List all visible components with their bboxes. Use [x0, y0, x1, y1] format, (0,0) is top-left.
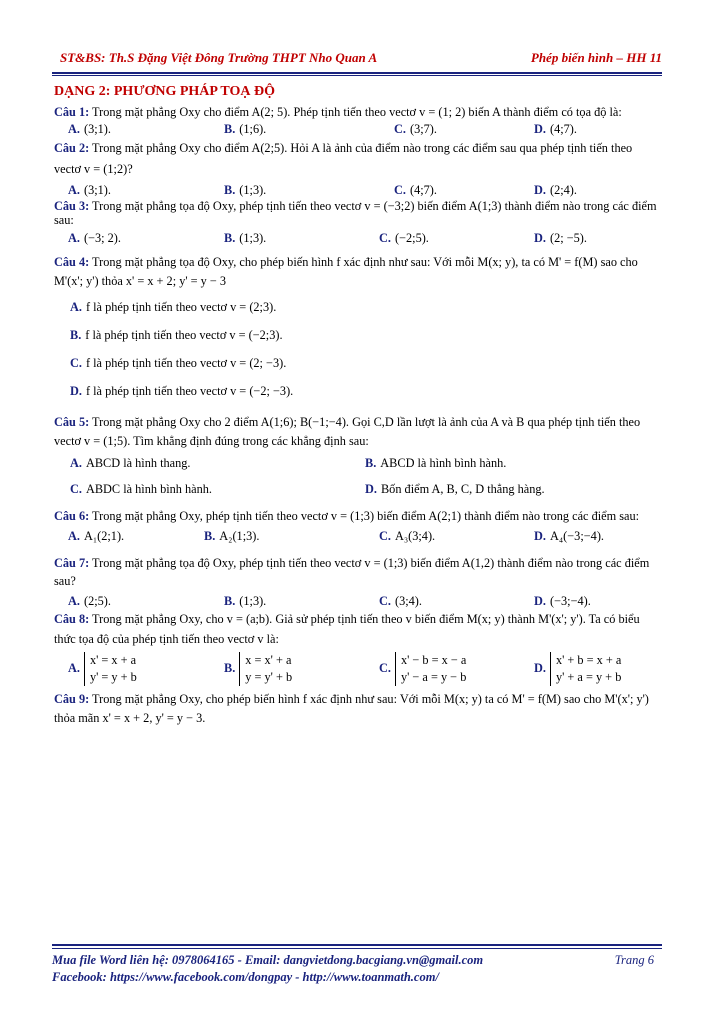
option-c[interactable]: C. ABDC là hình bình hành. [70, 482, 213, 497]
question-text: Trong mặt phẳng Oxy cho điểm A(2; 5). Phép tịnh tiến theo vectơ v = (1; 2) biến A thành điểm có tọa độ là: [92, 105, 622, 120]
options-row [54, 183, 660, 197]
option-c[interactable]: C. f là phép tịnh tiến theo vectơ v = (2; −3). [70, 356, 287, 371]
options-row [70, 482, 660, 496]
option-d[interactable]: D. f là phép tịnh tiến theo vectơ v = (−2; −3). [70, 384, 294, 399]
question-1 [54, 105, 660, 119]
question-text: Trong mặt phẳng Oxy, phép tịnh tiến theo vectơ v = (1;3) biến điểm A(2;1) thành điểm nào trong các điểm sau: [92, 509, 640, 524]
question-text: Trong mặt phẳng tọa độ Oxy, phép tịnh tiến theo vectơ v = (−3;2) biến điểm A(1;3) thành điểm nào trong các điểm sau: [54, 199, 657, 228]
header-rule [52, 72, 662, 74]
page-number: Trang 6 [614, 953, 654, 967]
option-d[interactable]: D. A₄(−3;−4). [534, 529, 604, 544]
question-3 [54, 199, 660, 227]
options-row [54, 594, 660, 608]
document-body [54, 84, 660, 732]
option-a[interactable]: A. (2;5). [68, 593, 111, 608]
question-label: Câu 4: [54, 254, 90, 269]
question-5 [54, 413, 660, 452]
question-label: Câu 6: [54, 509, 90, 524]
option-d[interactable]: D. Bốn điểm A, B, C, D thẳng hàng. [365, 482, 545, 497]
question-text: Trong mặt phẳng Oxy cho 2 điểm A(1;6); B(−1;−4). Gọi C,D lần lượt là ảnh của A và B qua phép tịnh tiến theo vectơ v = (1;5). Tìm khẳng định đúng trong các khẳng định sau: [54, 414, 641, 449]
equation-system: x = x' + a y = y' + b [239, 652, 292, 685]
option-d[interactable]: D. (2; −5). [534, 230, 587, 245]
options-row [54, 529, 660, 543]
header-rule-thin [52, 75, 662, 76]
option-a[interactable]: A. A₁(2;1). [68, 529, 125, 544]
option-c[interactable]: C. (4;7). [394, 183, 437, 198]
option-a[interactable]: A. (3;1). [68, 122, 111, 137]
equation-system: x' − b = x − a y' − a = y − b [395, 652, 466, 685]
option-b[interactable]: B. ABCD là hình bình hành. [365, 455, 507, 470]
options-row [70, 456, 660, 470]
question-text: Trong mặt phẳng Oxy, cho v = (a;b). Giả sử phép tịnh tiến theo v biến điểm M(x; y) thành M'(x'; y'). Ta có biểu thức tọa độ của phép tịnh tiến theo vectơ v là: [54, 612, 640, 646]
question-7 [54, 555, 660, 591]
equation-system: x' + b = x + a y' + a = y + b [550, 652, 621, 685]
section-title: DẠNG 2: PHƯƠNG PHÁP TOẠ ĐỘ [54, 84, 276, 99]
footer-links: Facebook: https://www.facebook.com/dongpay - http://www.toanmath.com/ [52, 969, 439, 984]
question-label: Câu 9: [54, 691, 90, 706]
option-a[interactable]: A. f là phép tịnh tiến theo vectơ v = (2;3). [70, 300, 277, 315]
question-text: Trong mặt phẳng tọa độ Oxy, cho phép biến hình f xác định như sau: Với mỗi M(x; y), ta có M' = f(M) sao cho M'(x'; y') thỏa x' = x + 2; y' = y − 3 [54, 254, 638, 289]
question-text: Trong mặt phẳng Oxy cho điểm A(2;5). Hỏi A là ảnh của điểm nào trong các điểm sau qua phép tịnh tiến theo vectơ v = (1;2)? [54, 141, 633, 177]
page-footer [52, 952, 662, 986]
options-row [54, 652, 660, 685]
question-label: Câu 2: [54, 141, 90, 156]
equation-system: x' = x + a y' = y + b [84, 652, 137, 685]
footer-contact: Mua file Word liên hệ: 0978064165 - Email: dangvietdong.bacgiang.vn@gmail.com [52, 953, 484, 967]
question-6 [54, 508, 660, 526]
options-row [54, 231, 660, 245]
footer-rule-thin [52, 948, 662, 949]
option-c[interactable]: C. (3;4). [379, 593, 422, 608]
question-text: Trong mặt phẳng Oxy, cho phép biến hình f xác định như sau: Với mỗi M(x; y) ta có M' = f(M) sao cho M'(x'; y') thỏa mãn x' = x + 2, y' = y − 3. [54, 691, 649, 726]
option-d[interactable]: D. (4;7). [534, 122, 577, 137]
option-a[interactable]: A. (3;1). [68, 183, 111, 198]
option-b[interactable]: B. (1;3). [224, 230, 267, 245]
option-c[interactable]: C. (3;7). [394, 122, 437, 137]
option-d[interactable]: D.x' + b = x + a y' + a = y + b [534, 653, 622, 684]
option-a[interactable]: A. ABCD là hình thang. [70, 455, 191, 470]
option-b[interactable]: B. (1;3). [224, 593, 267, 608]
question-label: Câu 8: [54, 612, 90, 627]
option-b[interactable]: B. f là phép tịnh tiến theo vectơ v = (−2;3). [70, 328, 283, 343]
header-topic: Phép biến hình – HH 11 [530, 50, 662, 65]
header-author: ST&BS: Th.S Đặng Việt Đông Trường THPT Nho Quan A [60, 50, 378, 65]
option-a[interactable]: A.x' = x + a y' = y + b [68, 653, 137, 684]
question-8 [54, 610, 660, 649]
option-b[interactable]: B. A₂(1;3). [204, 529, 260, 544]
option-c[interactable]: C. (−2;5). [379, 230, 429, 245]
option-d[interactable]: D. (2;4). [534, 183, 577, 198]
option-b[interactable]: B. (1;3). [224, 183, 267, 198]
question-label: Câu 7: [54, 556, 90, 571]
question-label: Câu 3: [54, 199, 90, 214]
option-c[interactable]: C. A₃(3;4). [379, 529, 436, 544]
page-header [52, 50, 662, 70]
option-a[interactable]: A. (−3; 2). [68, 230, 121, 245]
question-2 [54, 138, 660, 180]
options-row [54, 122, 660, 136]
option-d[interactable]: D. (−3;−4). [534, 593, 591, 608]
question-4 [54, 253, 660, 292]
question-label: Câu 5: [54, 414, 90, 429]
question-9 [54, 690, 660, 729]
footer-rule [52, 944, 662, 946]
question-label: Câu 1: [54, 105, 90, 120]
option-c[interactable]: C.x' − b = x − a y' − a = y − b [379, 653, 467, 684]
question-text: Trong mặt phẳng tọa độ Oxy, phép tịnh tiến theo vectơ v = (1;3) biến điểm A(1,2) thành điểm nào trong các điểm sau? [54, 556, 650, 589]
option-b[interactable]: B.x = x' + a y = y' + b [224, 653, 293, 684]
option-b[interactable]: B. (1;6). [224, 122, 267, 137]
